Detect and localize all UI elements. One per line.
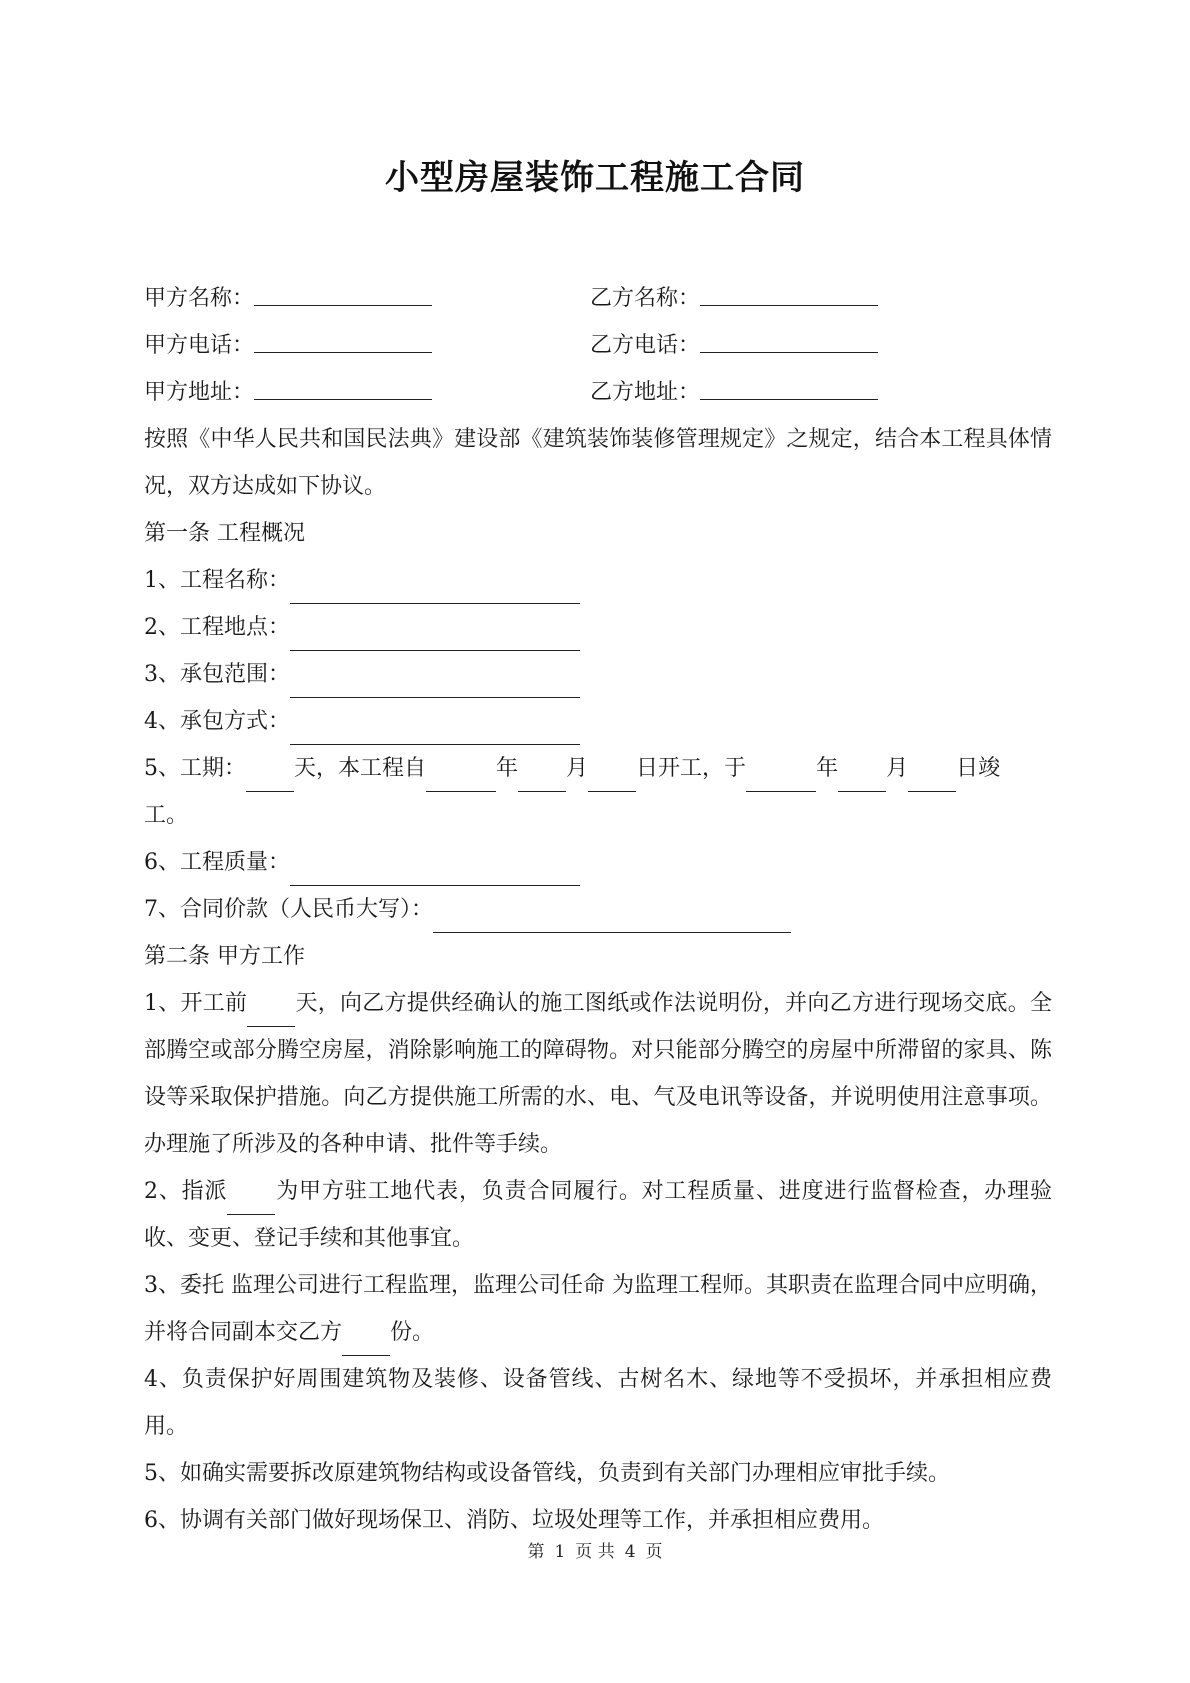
end-day-unit: 日竣 — [956, 756, 1001, 781]
article2-item1 — [144, 980, 1052, 1168]
party-b-address-label: 乙方地址： — [590, 380, 701, 405]
article1-item1 — [144, 557, 1052, 604]
article1-heading: 第一条 工程概况 — [144, 521, 305, 546]
days-before-start-field[interactable] — [247, 996, 295, 1027]
site-representative-field[interactable] — [227, 1184, 275, 1215]
start-month-unit: 月 — [566, 756, 589, 781]
start-text: 天，本工程自 — [294, 756, 427, 781]
article2-item3 — [144, 1262, 1052, 1356]
end-month-field[interactable] — [838, 761, 886, 792]
article2-item1-rest: 天，向乙方提供经确认的施工图纸或作法说明份，并向乙方进行现场交底。全部腾空或部分腾空房屋，消除影响施工的障碍物。对只能部分腾空的房屋中所滞留的家具、陈设等采取保护措施。向乙方提供施工所需的水、电、气及电讯等设备，并说明使用注意事项。办理施了所涉及的各种申请、批件等手续。 — [144, 991, 1052, 1157]
footer-mid: 页 共 — [575, 1542, 615, 1562]
party-a-name — [144, 275, 590, 322]
footer-suffix: 页 — [645, 1542, 663, 1562]
party-a-phone-label: 甲方电话： — [144, 333, 255, 358]
footer-page-number: 1 — [554, 1542, 566, 1562]
contract-scope-label: 3、承包范围： — [144, 662, 290, 687]
copies-field[interactable] — [342, 1325, 390, 1356]
party-b-name-label: 乙方名称： — [590, 286, 701, 311]
party-b-address — [590, 369, 1036, 416]
article1-item6 — [144, 839, 1052, 886]
article2-item2 — [144, 1168, 1052, 1262]
party-a-phone-field[interactable] — [254, 322, 432, 353]
project-name-label: 1、工程名称： — [144, 568, 290, 593]
duration-label: 5、工期： — [144, 756, 246, 781]
intro-paragraph: 按照《中华人民共和国民法典》建设部《建筑装饰装修管理规定》之规定，结合本工程具体情况，双方达成如下协议。 — [144, 427, 1052, 499]
project-name-field[interactable] — [290, 573, 580, 604]
start-year-field[interactable] — [426, 761, 496, 792]
article2-item3-start: 3、委托 监理公司进行工程监理，监理公司任命 为监理工程师。其职责在监理合同中应明确，并将合同副本交乙方 — [144, 1273, 1052, 1345]
duration-days-field[interactable] — [246, 761, 294, 792]
quality-field[interactable] — [290, 855, 580, 886]
quality-label: 6、工程质量： — [144, 850, 290, 875]
end-month-unit: 月 — [886, 756, 909, 781]
article2-heading: 第二条 甲方工作 — [144, 944, 305, 969]
contract-method-label: 4、承包方式： — [144, 709, 290, 734]
article1-item2 — [144, 604, 1052, 651]
party-b-phone-label: 乙方电话： — [590, 333, 701, 358]
page-footer — [0, 1537, 1190, 1562]
contract-scope-field[interactable] — [290, 667, 580, 698]
price-label: 7、合同价款（人民币大写）： — [144, 897, 433, 922]
party-b-phone — [590, 322, 1036, 369]
party-a-address — [144, 369, 590, 416]
end-year-field[interactable] — [746, 761, 816, 792]
article2-item4: 4、负责保护好周围建筑物及装修、设备管线、古树名木、绿地等不受损坏，并承担相应费用。 — [144, 1367, 1052, 1439]
document-body — [144, 275, 1052, 1544]
start-day-field[interactable] — [588, 761, 636, 792]
article2-item6: 6、协调有关部门做好现场保卫、消防、垃圾处理等工作，并承担相应费用。 — [144, 1508, 884, 1533]
party-a-address-field[interactable] — [254, 369, 432, 400]
article1-item4 — [144, 698, 1052, 745]
price-field[interactable] — [433, 902, 791, 933]
document-title: 小型房屋装饰工程施工合同 — [385, 158, 805, 198]
project-location-label: 2、工程地点： — [144, 615, 290, 640]
party-a-name-field[interactable] — [254, 275, 432, 306]
party-b-name-field[interactable] — [700, 275, 878, 306]
article2-item2-start: 2、指派 — [144, 1179, 228, 1204]
article2-item1-start: 1、开工前 — [144, 991, 248, 1016]
footer-total-pages: 4 — [624, 1542, 636, 1562]
article2-item5: 5、如确实需要拆改原建筑物结构或设备管线，负责到有关部门办理相应审批手续。 — [144, 1461, 950, 1486]
article1-item3 — [144, 651, 1052, 698]
party-a-address-label: 甲方地址： — [144, 380, 255, 405]
end-text: 日开工，于 — [636, 756, 747, 781]
project-location-field[interactable] — [290, 620, 580, 651]
party-row-address — [144, 369, 1052, 416]
party-b-address-field[interactable] — [700, 369, 878, 400]
party-row-name — [144, 275, 1052, 322]
start-month-field[interactable] — [518, 761, 566, 792]
end-day-field[interactable] — [908, 761, 956, 792]
article1-item7 — [144, 886, 1052, 933]
party-b-phone-field[interactable] — [700, 322, 878, 353]
article1-item5 — [144, 745, 1052, 839]
end-year-unit: 年 — [816, 756, 839, 781]
duration-tail: 工。 — [144, 803, 189, 828]
party-a-phone — [144, 322, 590, 369]
article2-item2-rest: 为甲方驻工地代表，负责合同履行。对工程质量、进度进行监督检查，办理验收、变更、登记手续和其他事宜。 — [144, 1179, 1052, 1251]
party-row-phone — [144, 322, 1052, 369]
party-a-name-label: 甲方名称： — [144, 286, 255, 311]
contract-method-field[interactable] — [290, 714, 580, 745]
start-year-unit: 年 — [496, 756, 519, 781]
article2-item3-rest: 份。 — [390, 1320, 435, 1345]
footer-prefix: 第 — [527, 1542, 545, 1562]
party-b-name — [590, 275, 1036, 322]
